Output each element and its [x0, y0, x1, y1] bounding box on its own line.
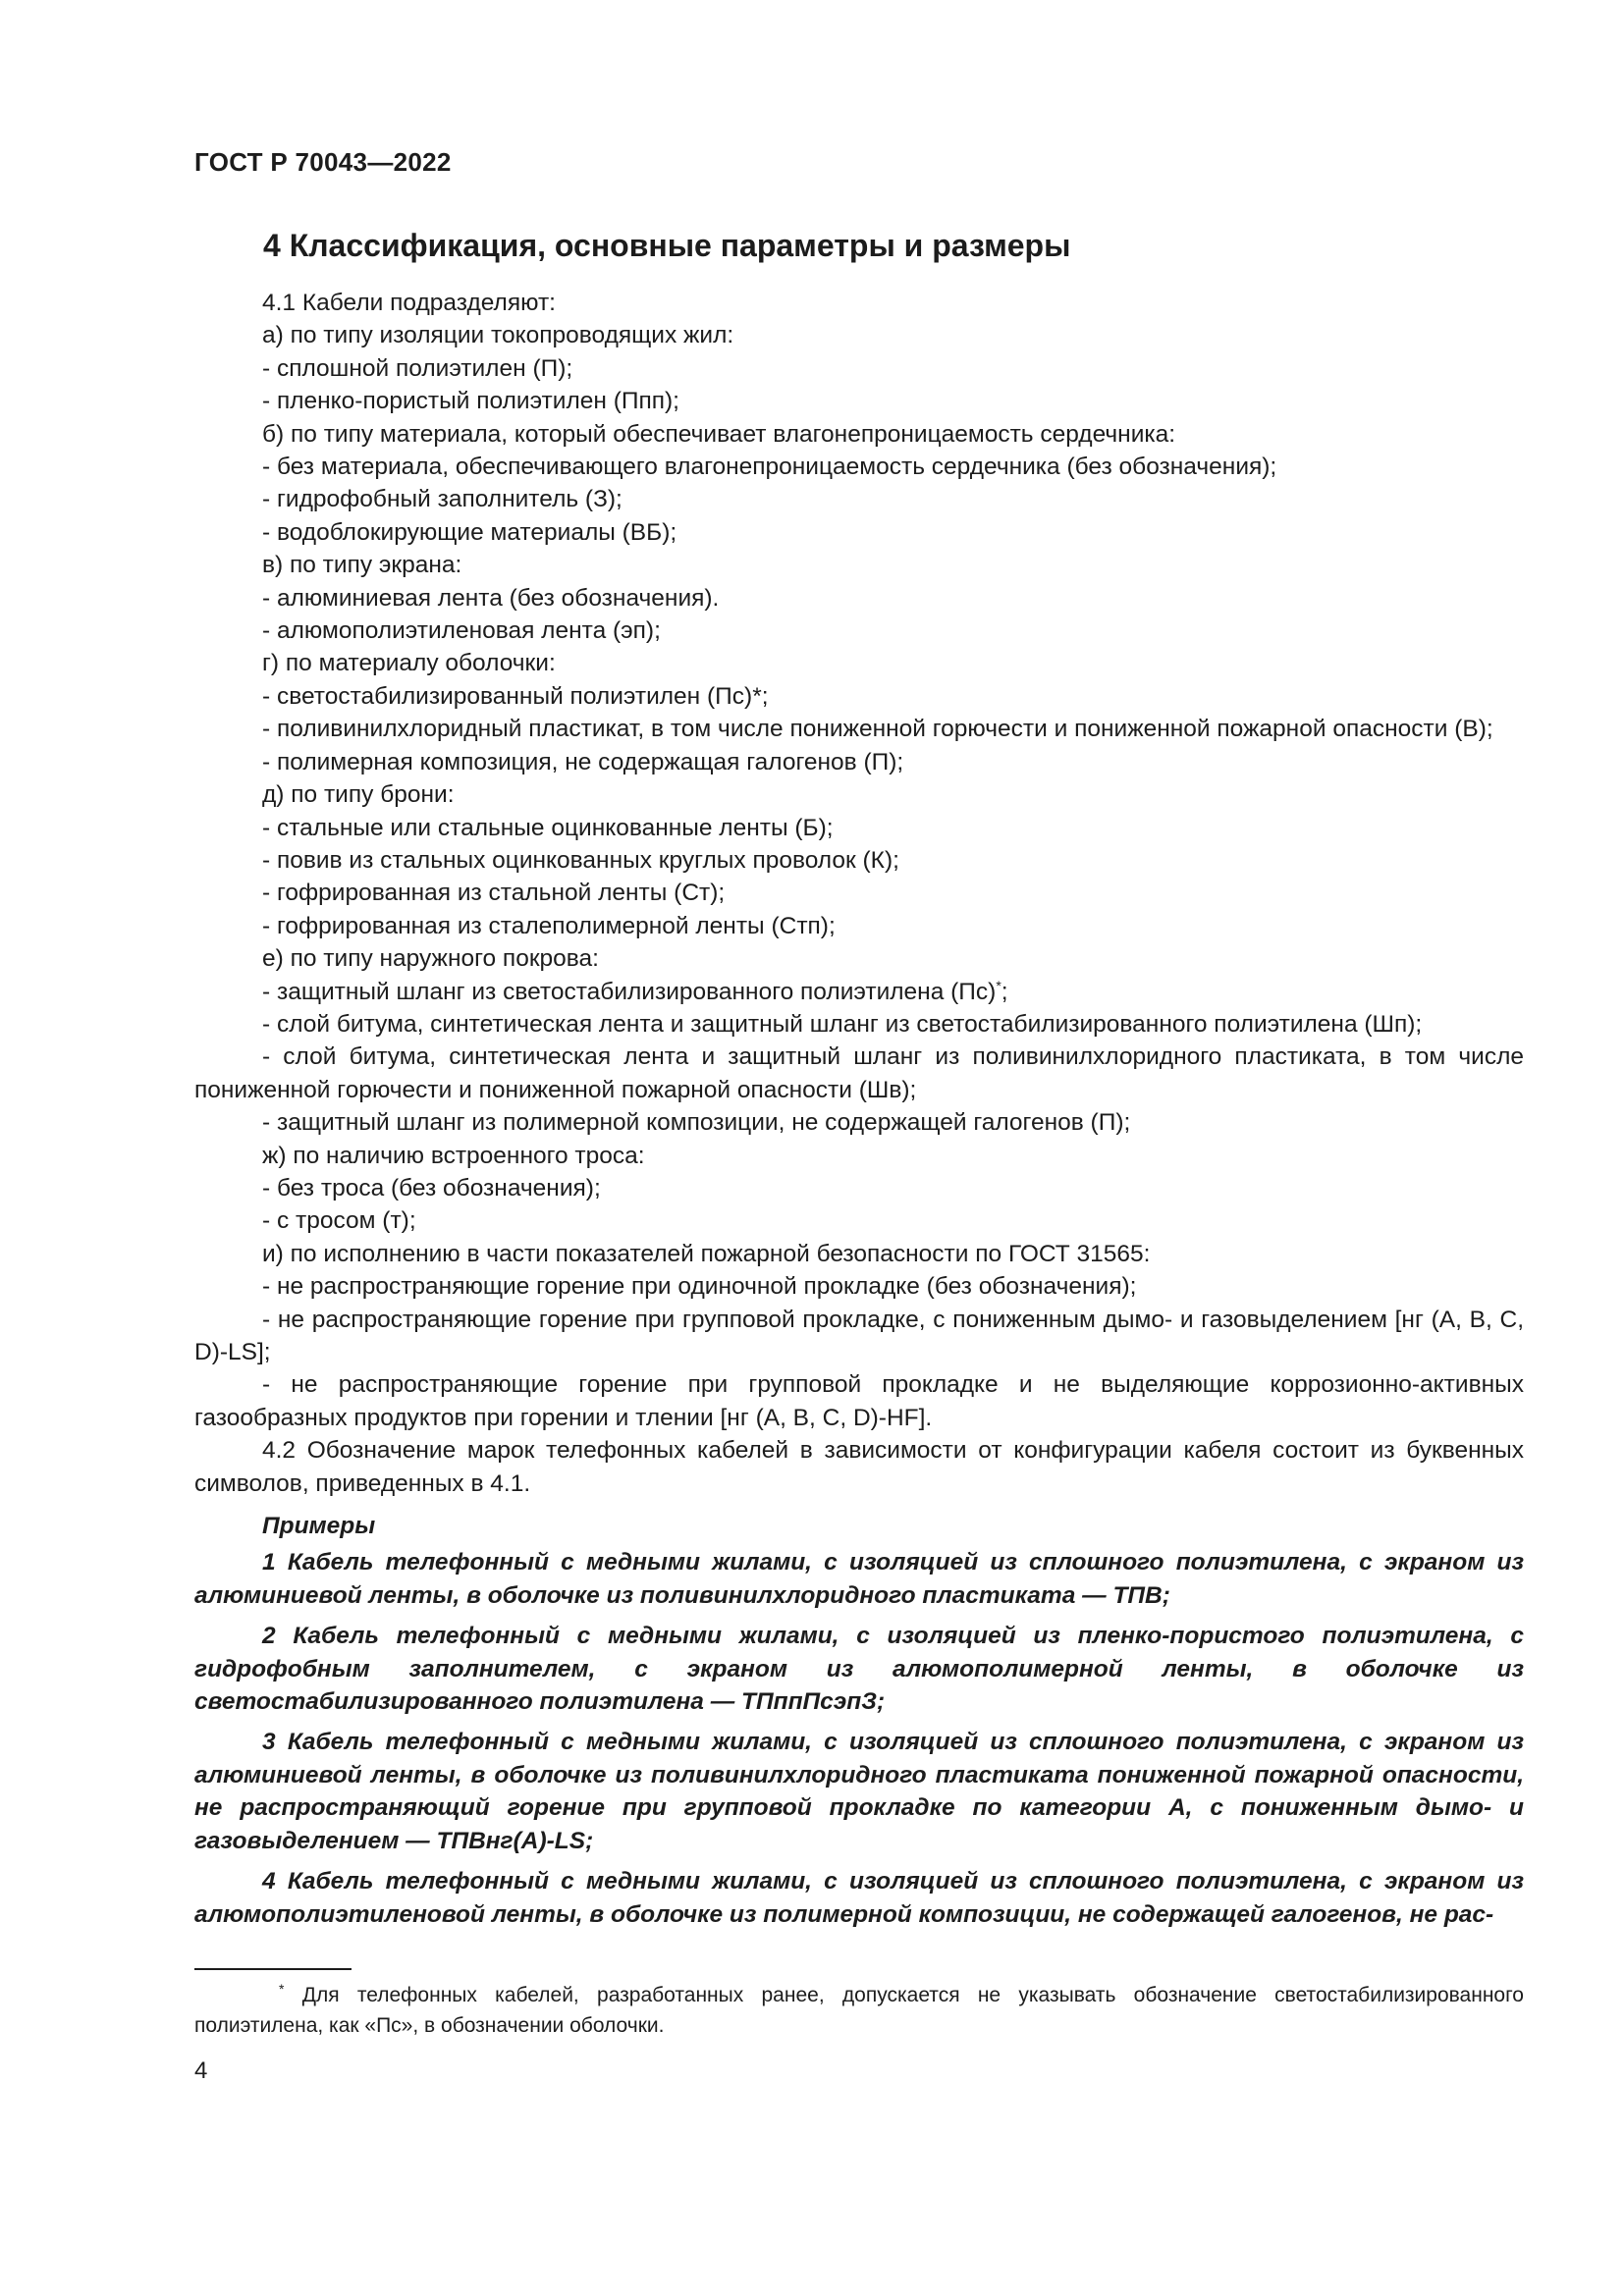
- list-item-b: б) по типу материала, который обеспечивает влагонепроницаемость сердечника:: [262, 420, 1176, 448]
- clause-4-2: 4.2 Обозначение марок телефонных кабелей в зависимости от конфигурации кабеля состоит из буквенных символов, приведенных в 4.1.: [194, 1437, 1524, 1497]
- list-item: - не распространяющие горение при одиночной прокладке (без обозначения);: [262, 1273, 1137, 1301]
- list-item-text: - защитный шланг из светостабилизированного полиэтилена (Пс): [262, 978, 997, 1005]
- list-item: - светостабилизированный полиэтилен (Пс)*;: [262, 682, 769, 710]
- list-item: - гидрофобный заполнитель (З);: [262, 486, 623, 513]
- list-item-d: д) по типу брони:: [262, 781, 455, 809]
- list-item: - с тросом (т);: [262, 1207, 416, 1235]
- list-item-e: е) по типу наружного покрова:: [262, 945, 599, 973]
- section-title: 4 Классификация, основные параметры и размеры: [263, 228, 1071, 263]
- example-item: 1 Кабель телефонный с медными жилами, с изоляцией из сплошного полиэтилена, с экраном из алюминиевой ленты, в оболочке из поливинилхлоридного пластиката — ТПВ;: [194, 1549, 1524, 1609]
- list-item-with-footnote: [194, 976, 1524, 1008]
- standard-header: ГОСТ Р 70043—2022: [194, 147, 452, 177]
- footnote-ref: *: [996, 977, 1001, 993]
- list-item: - не распространяющие горение при групповой прокладке, с пониженным дымо- и газовыделением [нг (A, B, C, D)-LS];: [194, 1306, 1524, 1365]
- example-item: 3 Кабель телефонный с медными жилами, с изоляцией из сплошного полиэтилена, с экраном из алюминиевой ленты, в оболочке из поливинилхлоридного пластиката пониженной пожарной опасности, не распространяющий горение при групповой прокладке по категории А, с пониженным дымо- и газовыделением — ТПВнг(А)-LS;: [194, 1729, 1524, 1854]
- list-item: - водоблокирующие материалы (ВБ);: [262, 518, 677, 546]
- list-item: - не распространяющие горение при групповой прокладке и не выделяющие коррозионно-активных газообразных продуктов при горении и тлении [нг (A, B, C, D)-HF].: [194, 1371, 1524, 1431]
- examples-block: [194, 1510, 1524, 1931]
- list-item: - пленко-пористый полиэтилен (Ппп);: [262, 388, 679, 415]
- list-item: - полимерная композиция, не содержащая галогенов (П);: [262, 748, 904, 775]
- footnote: [194, 1980, 1524, 2041]
- list-item: - поливинилхлоридный пластикат, в том числе пониженной горючести и пониженной пожарной опасности (В);: [262, 716, 1493, 743]
- list-item-g: г) по материалу оболочки:: [262, 650, 556, 677]
- clause-4-1: 4.1 Кабели подразделяют:: [262, 290, 556, 316]
- page-number: 4: [194, 2057, 208, 2084]
- list-item-zh: ж) по наличию встроенного троса:: [262, 1142, 645, 1169]
- footnote-text: Для телефонных кабелей, разработанных ранее, допускается не указывать обозначение светостабилизированного полиэтилена, как «Пс», в обозначении оболочки.: [194, 1984, 1524, 2037]
- list-item: - гофрированная из сталеполимерной ленты (Стп);: [262, 912, 836, 939]
- examples-heading: Примеры: [262, 1513, 376, 1540]
- list-item: - без троса (без обозначения);: [262, 1174, 601, 1201]
- list-item: - алюмополиэтиленовая лента (эп);: [262, 617, 661, 645]
- list-item-i: и) по исполнению в части показателей пожарной безопасности по ГОСТ 31565:: [262, 1240, 1151, 1267]
- list-item: - слой битума, синтетическая лента и защитный шланг из светостабилизированного полиэтилена (Шп);: [262, 1010, 1423, 1038]
- list-item: - алюминиевая лента (без обозначения).: [262, 584, 720, 612]
- list-item-v: в) по типу экрана:: [262, 552, 462, 579]
- example-item: 2 Кабель телефонный с медными жилами, с изоляцией из пленко-пористого полиэтилена, с гидрофобным заполнителем, с экраном из алюмополимерной ленты, в оболочке из светостабилизированного полиэтилена — ТПппПсэпЗ;: [194, 1623, 1524, 1716]
- list-item: - без материала, обеспечивающего влагонепроницаемость сердечника (без обозначения);: [262, 454, 1277, 481]
- list-item-a: а) по типу изоляции токопроводящих жил:: [262, 322, 734, 349]
- list-item: - повив из стальных оцинкованных круглых проволок (К);: [262, 846, 899, 874]
- list-item: - гофрированная из стальной ленты (Ст);: [262, 880, 726, 907]
- body-text: [194, 287, 1524, 1939]
- list-item: - защитный шланг из полимерной композиции, не содержащей галогенов (П);: [262, 1109, 1131, 1137]
- list-item: - стальные или стальные оцинкованные ленты (Б);: [262, 814, 834, 841]
- example-item: 4 Кабель телефонный с медными жилами, с изоляцией из сплошного полиэтилена, с экраном из алюмополиэтиленовой ленты, в оболочке из полимерной композиции, не содержащей галогенов, не рас-: [194, 1868, 1524, 1928]
- list-item: - сплошной полиэтилен (П);: [262, 354, 573, 382]
- footnote-divider: [194, 1968, 352, 1970]
- list-item-end: ;: [1001, 978, 1008, 1005]
- footnote-marker: *: [279, 1981, 285, 1997]
- list-item: - слой битума, синтетическая лента и защитный шланг из поливинилхлоридного пластиката, в том числе пониженной горючести и пониженной пожарной опасности (Шв);: [194, 1043, 1524, 1103]
